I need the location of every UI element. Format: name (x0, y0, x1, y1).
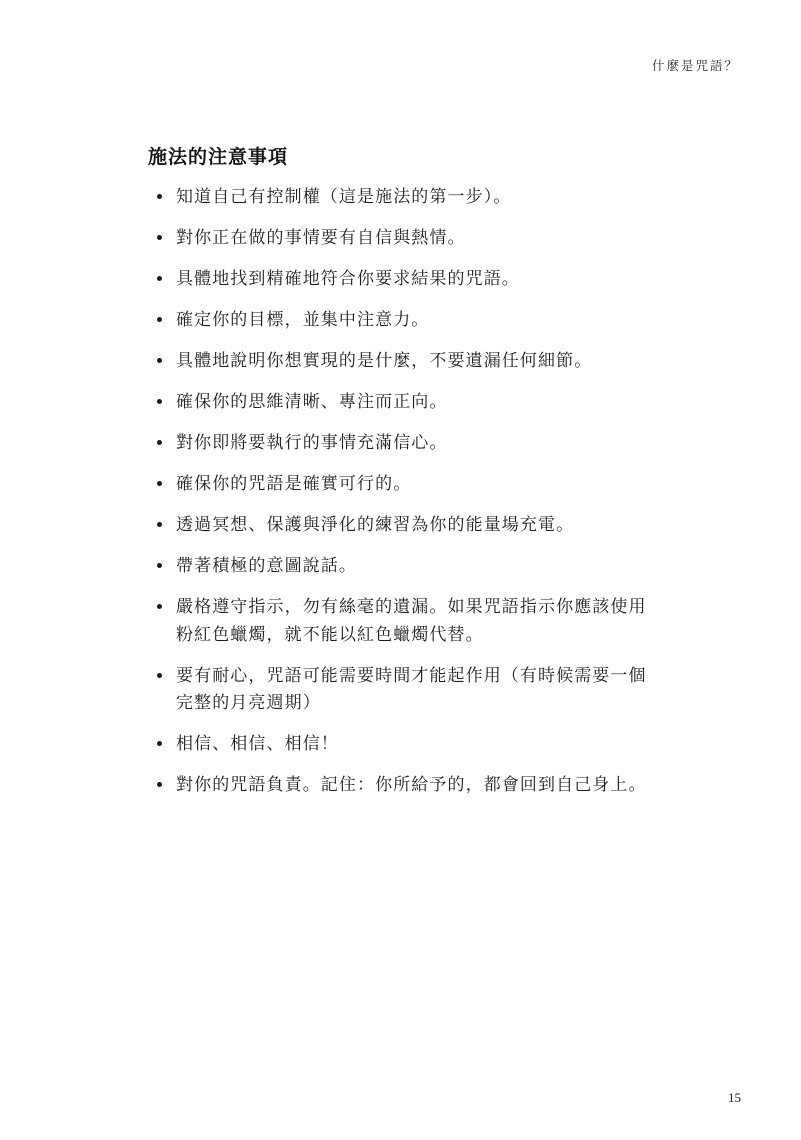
list-item: 嚴格遵守指示，勿有絲毫的遺漏。如果咒語指示你應該使用粉紅色蠟燭，就不能以紅色蠟燭代替。 (148, 593, 658, 648)
list-item: 確保你的咒語是確實可行的。 (148, 470, 658, 498)
section-title: 施法的注意事項 (148, 147, 289, 168)
running-head: 什麼是咒語？ (651, 59, 739, 73)
list-item: 對你正在做的事情要有自信與熱情。 (148, 224, 658, 252)
list-item: 對你的咒語負責。記住：你所給予的，都會回到自己身上。 (148, 771, 658, 799)
checklist (148, 183, 658, 799)
list-item: 具體地說明你想實現的是什麼，不要遺漏任何細節。 (148, 347, 658, 375)
list-item: 具體地找到精確地符合你要求結果的咒語。 (148, 265, 658, 293)
list-item: 確定你的目標，並集中注意力。 (148, 306, 658, 334)
list-item: 帶著積極的意圖說話。 (148, 552, 658, 580)
list-item: 透過冥想、保護與淨化的練習為你的能量場充電。 (148, 511, 658, 539)
page-number: 15 (728, 1090, 741, 1105)
list-item: 相信、相信、相信！ (148, 730, 658, 758)
page-content (148, 142, 658, 813)
list-item: 要有耐心，咒語可能需要時間才能起作用（有時候需要一個完整的月亮週期） (148, 662, 658, 717)
list-item: 確保你的思維清晰、專注而正向。 (148, 388, 658, 416)
list-item: 知道自己有控制權（這是施法的第一步）。 (148, 183, 658, 211)
list-item: 對你即將要執行的事情充滿信心。 (148, 429, 658, 457)
